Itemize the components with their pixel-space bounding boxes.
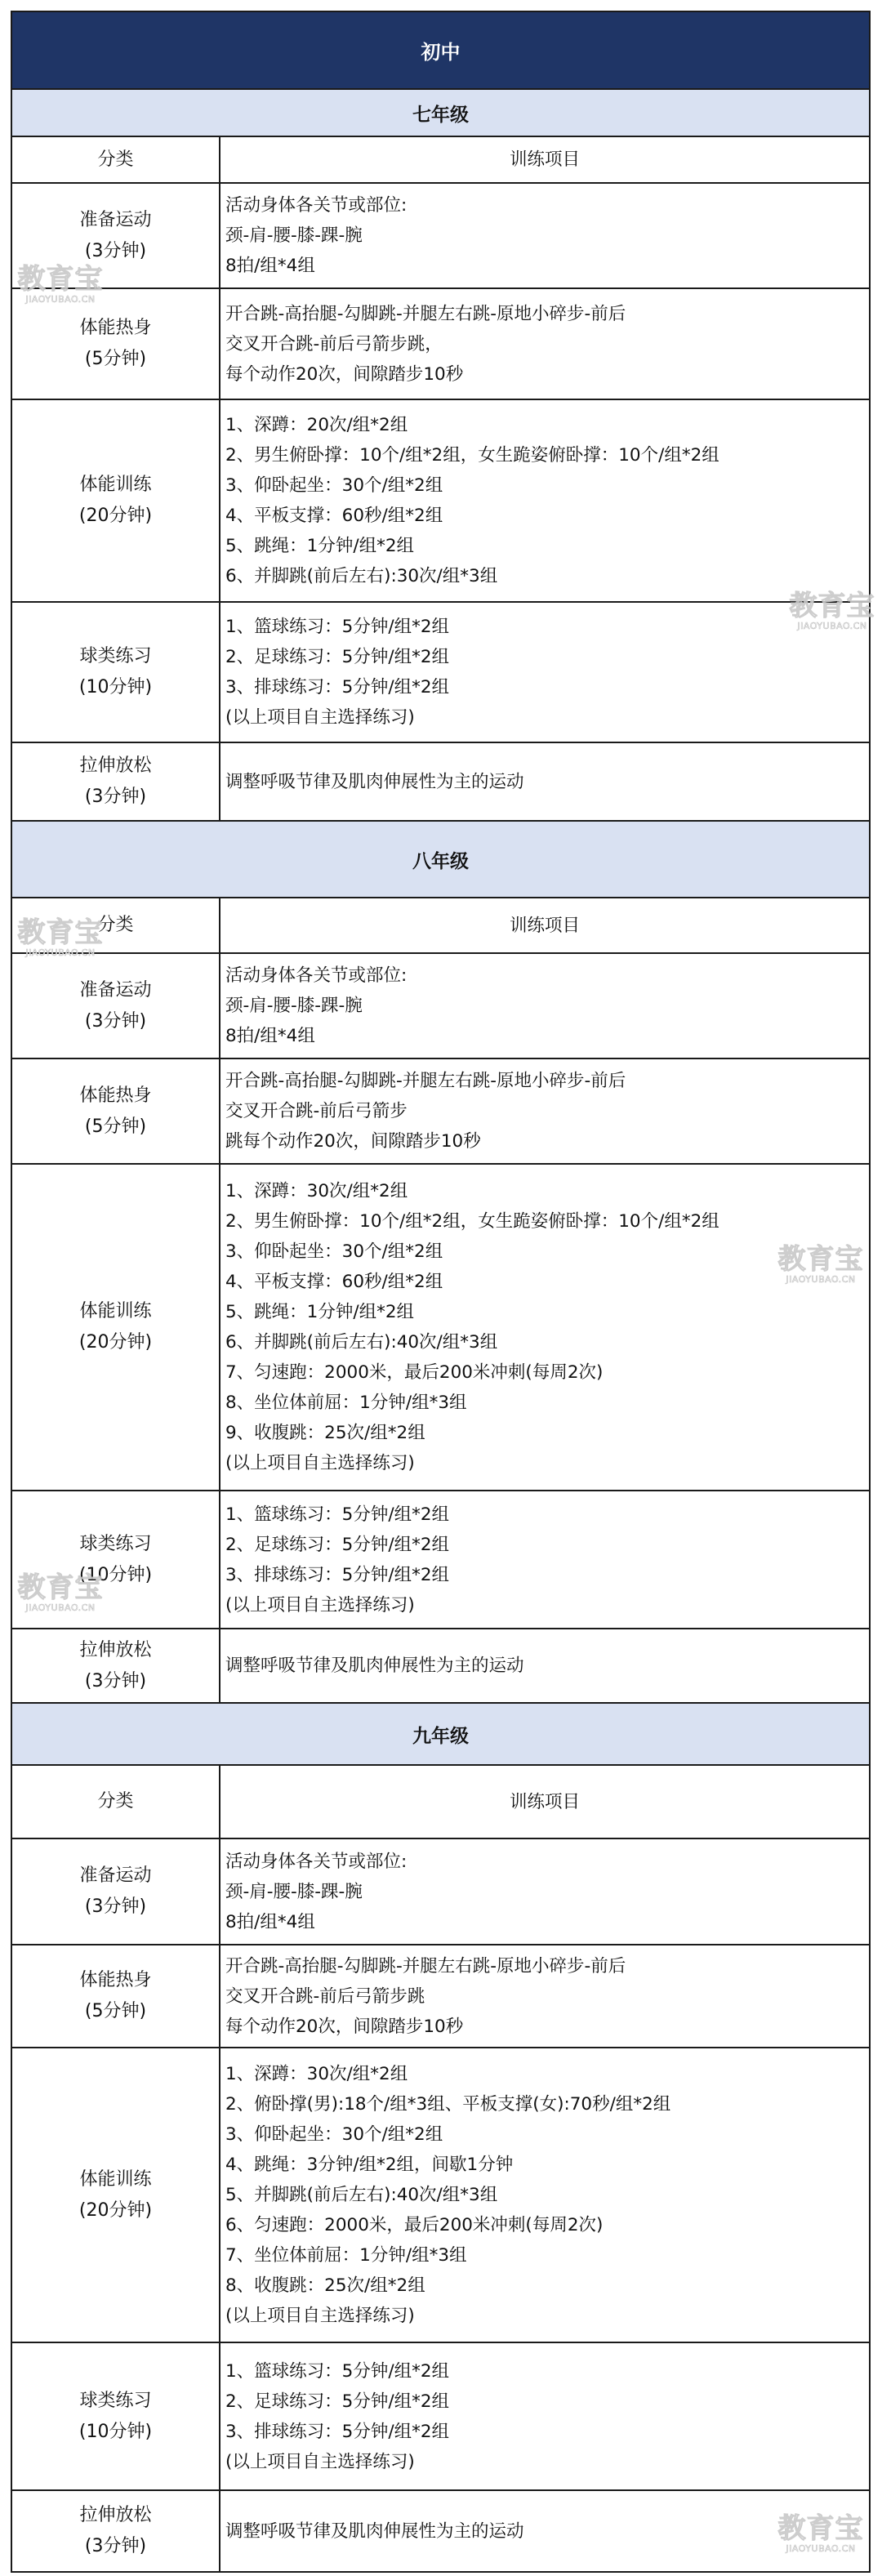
table-row — [12, 743, 869, 822]
category-cell — [12, 184, 220, 287]
category-name: 体能训练 — [79, 475, 152, 495]
training-item-line: (以上项目自主选择练习) — [225, 1594, 415, 1616]
grade-band — [12, 1704, 869, 1766]
category-name: 体能热身 — [79, 318, 152, 338]
training-item-line: 1、深蹲：30次/组*2组 — [225, 2064, 408, 2084]
column-header-category — [12, 137, 220, 182]
training-item-line: 5、跳绳：1分钟/组*2组 — [225, 536, 415, 556]
training-item-line: 颈-肩-腰-膝-踝-腕 — [225, 996, 363, 1016]
table-row — [12, 603, 869, 743]
table-row — [12, 2491, 869, 2571]
table-row — [12, 1839, 869, 1945]
column-header-items — [220, 137, 869, 182]
grade-band — [12, 822, 869, 898]
category-cell — [12, 603, 220, 742]
training-item-line: 每个动作20次，间隙踏步10秒 — [225, 363, 464, 385]
watermark-logo: 教育宝 — [777, 1243, 864, 1276]
training-item-line: 交叉开合跳-前后弓箭步 — [225, 1101, 408, 1121]
training-item-line: 活动身体各关节或部位: — [225, 1851, 408, 1872]
training-item-line: 3、仰卧起坐：30个/组*2组 — [225, 475, 443, 496]
category-name: 拉伸放松 — [79, 755, 152, 776]
table-title — [12, 12, 869, 90]
items-cell — [220, 1629, 869, 1702]
items-cell — [220, 2343, 869, 2489]
training-plan-table — [11, 11, 871, 2573]
watermark-url: JIAOYUBAO.CN — [797, 621, 867, 631]
training-item-line: 开合跳-高抬腿-勾脚跳-并腿左右跳-原地小碎步-前后 — [225, 303, 626, 324]
table-row — [12, 1945, 869, 2048]
category-duration: (3分钟) — [84, 787, 147, 807]
training-item-line: 6、并脚跳(前后左右):40次/组*3组 — [225, 1332, 498, 1353]
table-row — [12, 1059, 869, 1165]
items-cell — [220, 1839, 869, 1944]
training-item-line: 活动身体各关节或部位: — [225, 195, 408, 216]
training-item-line: (以上项目自主选择练习) — [225, 2306, 415, 2326]
category-cell — [12, 954, 220, 1058]
training-item-line: 4、平板支撑：60秒/组*2组 — [225, 1272, 443, 1292]
training-item-line: 8拍/组*4组 — [225, 1026, 315, 1046]
table-row — [12, 1165, 869, 1491]
training-item-line: 9、收腹跳：25次/组*2组 — [225, 1423, 425, 1443]
items-cell — [220, 1165, 869, 1490]
items-cell — [220, 184, 869, 287]
column-header-items — [220, 898, 869, 952]
watermark-url: JIAOYUBAO.CN — [25, 294, 96, 305]
category-duration: (10分钟) — [78, 677, 153, 697]
category-name: 体能训练 — [79, 2168, 152, 2190]
category-duration: (20分钟) — [78, 2199, 153, 2221]
training-item-line: 颈-肩-腰-膝-踝-腕 — [225, 225, 363, 246]
watermark-url: JIAOYUBAO.CN — [25, 947, 96, 958]
category-cell — [12, 400, 220, 601]
training-item-line: 5、并脚跳(前后左右):40次/组*3组 — [225, 2185, 498, 2205]
training-item-line: 活动身体各关节或部位: — [225, 965, 408, 986]
training-item-line: 1、深蹲：20次/组*2组 — [225, 415, 408, 435]
table-row — [12, 1629, 869, 1704]
header-label: 训练项目 — [509, 1791, 580, 1812]
column-header-category — [12, 1766, 220, 1838]
training-item-line: 7、坐位体前屈：1分钟/组*3组 — [225, 2245, 467, 2266]
training-item-line: 调整呼吸节律及肌肉伸展性为主的运动 — [225, 2520, 524, 2542]
category-duration: (5分钟) — [84, 349, 147, 369]
column-header-row — [12, 1766, 869, 1839]
watermark-url: JIAOYUBAO.CN — [786, 2543, 856, 2554]
category-duration: (20分钟) — [78, 506, 153, 526]
column-header-row — [12, 898, 869, 954]
category-cell — [12, 1491, 220, 1628]
category-cell — [12, 1165, 220, 1490]
watermark-logo: 教育宝 — [17, 263, 104, 296]
training-item-line: 3、仰卧起坐：30个/组*2组 — [225, 2124, 443, 2145]
category-cell — [12, 1945, 220, 2047]
training-item-line: 3、排球练习：5分钟/组*2组 — [225, 1564, 450, 1585]
header-label: 分类 — [97, 915, 134, 935]
category-duration: (5分钟) — [84, 1116, 147, 1137]
category-name: 体能训练 — [79, 1301, 152, 1321]
training-item-line: 每个动作20次，间隙踏步10秒 — [225, 2016, 464, 2037]
watermark-url: JIAOYUBAO.CN — [25, 1602, 96, 1613]
training-item-line: 8拍/组*4组 — [225, 256, 315, 276]
category-cell — [12, 2048, 220, 2342]
category-duration: (3分钟) — [84, 1010, 147, 1032]
training-item-line: 2、男生俯卧撑：10个/组*2组，女生跪姿俯卧撑：10个/组*2组 — [225, 1211, 719, 1232]
training-item-line: 交叉开合跳-前后弓箭步跳 — [225, 1985, 425, 2007]
items-cell — [220, 1059, 869, 1163]
category-name: 准备运动 — [79, 209, 152, 230]
grades-container — [12, 90, 869, 2571]
header-label: 分类 — [97, 1791, 134, 1812]
category-cell — [12, 289, 220, 399]
training-item-line: 调整呼吸节律及肌肉伸展性为主的运动 — [225, 771, 524, 792]
category-duration: (5分钟) — [84, 2001, 147, 2021]
category-cell — [12, 1629, 220, 1702]
training-item-line: 调整呼吸节律及肌肉伸展性为主的运动 — [225, 1656, 524, 1676]
items-cell — [220, 603, 869, 742]
items-cell — [220, 743, 869, 820]
training-item-line: 6、匀速跑：2000米，最后200米冲刺(每周2次) — [225, 2215, 604, 2235]
category-duration: (10分钟) — [78, 1564, 153, 1585]
items-cell — [220, 1945, 869, 2047]
training-item-line: 4、跳绳：3分钟/组*2组，间歇1分钟 — [225, 2155, 514, 2175]
grade-band — [12, 90, 869, 137]
training-item-line: 8、收腹跳：25次/组*2组 — [225, 2275, 425, 2296]
category-duration: (3分钟) — [84, 240, 147, 261]
training-item-line: (以上项目自主选择练习) — [225, 707, 415, 728]
training-item-line: (以上项目自主选择练习) — [225, 1453, 415, 1473]
training-item-line: 颈-肩-腰-膝-踝-腕 — [225, 1881, 363, 1902]
training-item-line: 1、深蹲：30次/组*2组 — [225, 1181, 408, 1201]
category-name: 准备运动 — [79, 1865, 152, 1886]
table-row — [12, 2343, 869, 2491]
category-cell — [12, 2491, 220, 2571]
category-name: 体能热身 — [79, 1970, 152, 1990]
column-header-category — [12, 898, 220, 952]
training-item-line: 3、排球练习：5分钟/组*2组 — [225, 2421, 450, 2442]
category-duration: (10分钟) — [78, 2421, 153, 2442]
training-item-line: 8、坐位体前屈：1分钟/组*3组 — [225, 1393, 467, 1413]
training-item-line: 跳每个动作20次，间隙踏步10秒 — [225, 1131, 481, 1152]
category-name: 体能热身 — [79, 1085, 152, 1106]
grade-title: 七年级 — [412, 104, 469, 126]
title-text: 初中 — [421, 41, 461, 64]
training-item-line: 3、排球练习：5分钟/组*2组 — [225, 677, 450, 697]
category-cell — [12, 1059, 220, 1163]
header-label: 分类 — [97, 149, 134, 170]
category-duration: (3分钟) — [84, 2536, 147, 2556]
training-item-line: 8拍/组*4组 — [225, 1911, 315, 1932]
training-item-line: 交叉开合跳-前后弓箭步跳， — [225, 333, 443, 354]
table-row — [12, 2048, 869, 2343]
grade-title: 九年级 — [412, 1725, 469, 1747]
training-item-line: 1、篮球练习：5分钟/组*2组 — [225, 617, 450, 637]
header-label: 训练项目 — [509, 149, 580, 170]
training-item-line: 2、男生俯卧撑：10个/组*2组，女生跪姿俯卧撑：10个/组*2组 — [225, 445, 719, 466]
category-duration: (3分钟) — [84, 1670, 147, 1691]
items-cell — [220, 954, 869, 1058]
items-cell — [220, 289, 869, 399]
category-duration: (20分钟) — [78, 1332, 153, 1353]
watermark-logo: 教育宝 — [17, 1571, 104, 1604]
category-duration: (3分钟) — [84, 1896, 147, 1917]
column-header-row — [12, 137, 869, 184]
training-item-line: 2、足球练习：5分钟/组*2组 — [225, 2391, 450, 2412]
items-cell — [220, 400, 869, 601]
watermark-logo: 教育宝 — [777, 2512, 864, 2545]
category-cell — [12, 1839, 220, 1944]
table-row — [12, 289, 869, 400]
training-item-line: 5、跳绳：1分钟/组*2组 — [225, 1302, 415, 1322]
training-item-line: 开合跳-高抬腿-勾脚跳-并腿左右跳-原地小碎步-前后 — [225, 1071, 626, 1091]
category-name: 拉伸放松 — [79, 1639, 152, 1660]
table-row — [12, 184, 869, 289]
category-name: 球类练习 — [79, 1533, 152, 1554]
training-item-line: 2、足球练习：5分钟/组*2组 — [225, 1534, 450, 1555]
training-item-line: 7、匀速跑：2000米，最后200米冲刺(每周2次) — [225, 1362, 604, 1383]
items-cell — [220, 1491, 869, 1628]
watermark-logo: 教育宝 — [17, 916, 104, 949]
training-item-line: (以上项目自主选择练习) — [225, 2451, 415, 2472]
items-cell — [220, 2048, 869, 2342]
training-item-line: 1、篮球练习：5分钟/组*2组 — [225, 1504, 450, 1525]
category-name: 准备运动 — [79, 979, 152, 1001]
items-cell — [220, 2491, 869, 2571]
table-row — [12, 400, 869, 603]
table-row — [12, 954, 869, 1059]
training-item-line: 4、平板支撑：60秒/组*2组 — [225, 506, 443, 526]
table-row — [12, 1491, 869, 1629]
category-cell — [12, 743, 220, 820]
training-item-line: 1、篮球练习：5分钟/组*2组 — [225, 2360, 450, 2382]
category-name: 球类练习 — [79, 2390, 152, 2411]
category-cell — [12, 2343, 220, 2489]
watermark-url: JIAOYUBAO.CN — [786, 1274, 856, 1285]
training-item-line: 2、俯卧撑(男):18个/组*3组、平板支撑(女):70秒/组*2组 — [225, 2094, 671, 2115]
training-item-line: 3、仰卧起坐：30个/组*2组 — [225, 1241, 443, 1262]
training-item-line: 2、足球练习：5分钟/组*2组 — [225, 647, 450, 667]
grade-title: 八年级 — [412, 850, 469, 872]
header-label: 训练项目 — [509, 915, 580, 936]
category-name: 拉伸放松 — [79, 2505, 152, 2525]
training-item-line: 开合跳-高抬腿-勾脚跳-并腿左右跳-原地小碎步-前后 — [225, 1955, 626, 1977]
training-item-line: 6、并脚跳(前后左右):30次/组*3组 — [225, 566, 498, 586]
watermark-logo: 教育宝 — [789, 590, 875, 622]
category-name: 球类练习 — [79, 646, 152, 666]
column-header-items — [220, 1766, 869, 1838]
